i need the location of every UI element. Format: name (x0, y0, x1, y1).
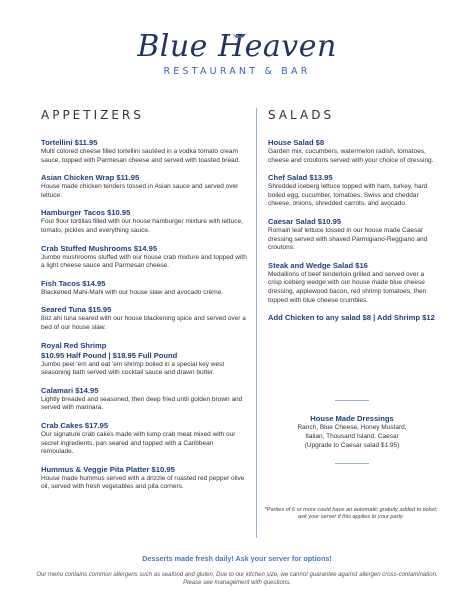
allergen-text: Our menu contains common allergens such as seafood and gluten. Due to our kitchen size, we cannot guarantee against allergen cross-contamination. Please see management with questions. (36, 572, 438, 586)
dressing-upgrade: (Upgrade to Caesar salad $1.95) (304, 441, 400, 449)
menu-item-name: Crab Cakes $17.95 (41, 420, 109, 430)
menu-item (41, 279, 247, 298)
dressings-box (268, 400, 436, 464)
menu-item-description: Jumbo mushrooms stuffed with our house crab mixture and topped with a light cheese sauce and Parmesan cheese. (41, 253, 247, 270)
salad-list (268, 138, 436, 305)
menu-item (41, 244, 247, 271)
menu-item-name: Crab Stuffed Mushrooms $14.95 (41, 243, 158, 253)
menu-item-name: Chef Salad $13.95 (268, 173, 333, 183)
menu-item-name: Seared Tuna $15.95 (41, 305, 112, 315)
gratuity-note: *Parties of 6 or more could have an automatic gratuity added to ticket; ask your server if this applies to your party. (264, 507, 438, 521)
menu-item-description: Jumbo peel 'em and eat 'em shrimp boiled in a special key west seasoning bath served with cocktail sauce and drawn butter. (41, 360, 225, 377)
appetizers-title: APPETIZERS (41, 108, 144, 122)
menu-item (41, 341, 247, 378)
menu-item-description: Medallions of beef tenderloin grilled and served over a crisp iceberg wedge with our house made blue cheese dressing, applewood bacon, red shrimp tomatoes, then topped with blue cheese crumbles. (268, 270, 427, 304)
dressing-line: Ranch, Blue Cheese, Honey Mustard, (297, 424, 407, 431)
menu-item-name: House Salad $8 (268, 138, 325, 147)
column-divider (256, 108, 257, 538)
menu-item-description: Our signature crab cakes made with lump crab meat mixed with our secret ingredients, pan seared and topped with a Caribbean remoulade. (41, 430, 236, 456)
menu-item (41, 138, 247, 165)
menu-item-description: Romain leaf lettuce tossed in our house made Caesar dressing served with shaved Parmigiano-Reggiano and croutons. (268, 226, 428, 252)
menu-item (268, 217, 436, 253)
menu-item-name: Royal Red Shrimp $10.95 Half Pound | $18.95 Full Pound (41, 340, 178, 360)
menu-item (41, 305, 247, 332)
menu-item-name: Fish Tacos $14.95 (41, 278, 106, 288)
brand-subtitle: RESTAURANT & BAR (163, 66, 311, 77)
menu-item-description: Four flour tortillas filled with our house hamburger mixture with lettuce, tomato, pickles and everything sauce. (41, 218, 243, 234)
salads-section (268, 108, 436, 323)
menu-item (268, 173, 436, 209)
salad-addon-note: Add Chicken to any salad $8 | Add Shrimp $12 (268, 313, 435, 323)
menu-item (41, 421, 247, 457)
desserts-note: Desserts made fresh daily! Ask your server for options! (142, 554, 332, 563)
brand-name: Blue Heaven (137, 29, 337, 64)
dressing-line: Italian, Thousand Island, Caesar (305, 432, 399, 440)
menu-item (41, 386, 247, 413)
menu-item (268, 138, 436, 165)
salads-title: SALADS (268, 108, 335, 122)
allergen-disclaimer (0, 572, 474, 588)
menu-item-description: 8oz ahi tuna seared with our house blackening spice and served over a bed of our house slaw. (41, 315, 246, 331)
dressings-title: House Made Dressings (310, 414, 394, 423)
menu-item-name: Caesar Salad $10.95 (268, 216, 342, 226)
divider (335, 400, 369, 401)
menu-item-name: Hummus & Veggie Pita Platter $10.95 (41, 464, 175, 474)
menu-item (41, 173, 247, 200)
crescent-moon-icon (229, 30, 249, 46)
menu-item-description: Lightly breaded and seasoned, then deep fried until golden brown and served with marinara. (41, 395, 243, 412)
menu-item-description: Blackened Mahi-Mahi with our house slaw and avocado crème. (41, 288, 224, 296)
menu-item-description: House made chicken tenders tossed in Asian sauce and served over lettuce. (41, 183, 239, 199)
menu-item-description: Shredded iceberg lettuce topped with ham, turkey, hard boiled egg, cucumber, tomatoes, Swiss and cheddar cheese, onions, shredded carrots, and avocado. (268, 183, 428, 208)
menu-item-name: Asian Chicken Wrap $11.95 (41, 173, 140, 183)
menu-item-description: Multi colored cheese filled tortellini sautéed in a vodka tomato cream sauce, topped with Parmesan cheese and served with toasted bread. (41, 148, 241, 164)
menu-item (268, 261, 436, 305)
menu-item-name: Hamburger Tacos $10.95 (41, 208, 131, 218)
divider (335, 463, 369, 464)
menu-item-name: Tortellini $11.95 (41, 138, 98, 147)
menu-item (41, 465, 247, 492)
appetizers-section (41, 108, 247, 500)
menu-item-name: Steak and Wedge Salad $16 (268, 260, 368, 270)
menu-item (41, 208, 247, 235)
menu-item-description: House made hummus served with a drizzle of roasted red pepper olive oil, served with fresh vegetables and pita corners. (41, 474, 245, 491)
menu-item-name: Calamari $14.95 (41, 385, 99, 395)
menu-item-description: Garden mix, cucumbers, watermelon radish, tomatoes, cheese and croutons served with your choice of dressing. (268, 148, 434, 164)
appetizer-list (41, 138, 247, 492)
